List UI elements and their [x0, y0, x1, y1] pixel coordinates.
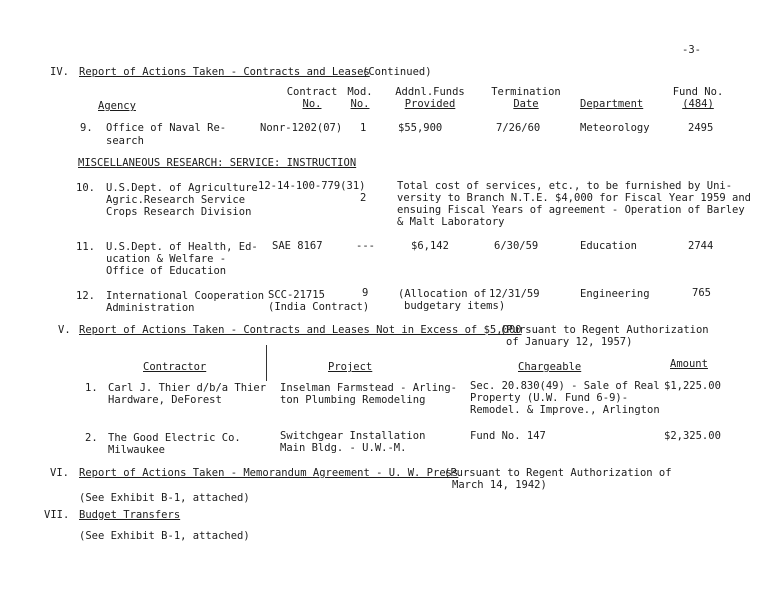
- item10-num: 10.: [76, 182, 95, 194]
- header-funds-l2: Provided: [404, 98, 456, 110]
- v-item1-contractor-l2: Hardware, DeForest: [108, 394, 222, 406]
- page-number: -3-: [682, 44, 701, 56]
- section-vii-numeral: VII.: [44, 509, 70, 521]
- v-item2-project-l2: Main Bldg. - U.W.-M.: [280, 442, 407, 454]
- item11-funds: $6,142: [411, 240, 449, 252]
- v-item2-project-l1: Switchgear Installation: [280, 430, 426, 442]
- item9-fund: 2495: [688, 122, 714, 134]
- item11-term: 6/30/59: [494, 240, 539, 252]
- section-vi-title: Report of Actions Taken - Memorandum Agreement - U. W. Press: [79, 467, 459, 479]
- item10-mod: 2: [360, 192, 367, 204]
- item11-agency-l3: Office of Education: [106, 265, 227, 277]
- v-item1-charge-l3: Remodel. & Improve., Arlington: [470, 404, 660, 416]
- v-item2-num: 2.: [85, 432, 98, 444]
- item12-term: 12/31/59: [489, 288, 540, 300]
- v-item1-num: 1.: [85, 382, 98, 394]
- item9-agency-l1: Office of Naval Re-: [106, 122, 227, 134]
- section-vii-title: Budget Transfers: [79, 509, 181, 521]
- item10-note-l4: & Malt Laboratory: [397, 216, 505, 228]
- item9-mod: 1: [360, 122, 367, 134]
- item11-contract: SAE 8167: [272, 240, 323, 252]
- section-vi-numeral: VI.: [50, 467, 69, 479]
- item12-agency-l1: International Cooperation: [106, 290, 265, 302]
- item12-funds-l2: budgetary items): [404, 300, 506, 312]
- item9-funds: $55,900: [398, 122, 443, 134]
- item12-contract-l1: SCC-21715: [268, 289, 325, 301]
- item9-dept: Meteorology: [580, 122, 650, 134]
- header-contract-l1: Contract: [286, 86, 338, 98]
- item10-agency-l1: U.S.Dept. of Agriculture: [106, 182, 258, 194]
- item12-mod: 9: [362, 287, 369, 299]
- item11-num: 11.: [76, 241, 95, 253]
- header-project: Project: [328, 361, 373, 373]
- v-item2-contractor-l1: The Good Electric Co.: [108, 432, 241, 444]
- v-item2-contractor-l2: Milwaukee: [108, 444, 165, 456]
- v-item1-amount: $1,225.00: [664, 380, 721, 392]
- header-mod-l2: No.: [350, 98, 370, 110]
- item12-contract-l2: (India Contract): [268, 301, 370, 313]
- header-chargeable: Chargeable: [518, 361, 582, 373]
- section-vi-authority-l2: March 14, 1942): [452, 479, 547, 491]
- header-department: Department: [580, 98, 644, 110]
- v-item1-contractor-l1: Carl J. Thier d/b/a Thier: [108, 382, 267, 394]
- v-item1-project-l1: Inselman Farmstead - Arling-: [280, 382, 458, 394]
- v-item1-project-l2: ton Plumbing Remodeling: [280, 394, 426, 406]
- item12-fund: 765: [692, 287, 711, 299]
- section-v-title: Report of Actions Taken - Contracts and Leases Not in Excess of $5,000: [79, 324, 522, 336]
- item11-agency-l2: ucation & Welfare -: [106, 253, 227, 265]
- header-agency: Agency: [98, 100, 136, 112]
- item11-fund: 2744: [688, 240, 714, 252]
- item11-mod: ---: [356, 240, 375, 252]
- section-iv-numeral: IV.: [50, 66, 69, 78]
- item12-num: 12.: [76, 290, 95, 302]
- header-term-l1: Termination: [491, 86, 561, 98]
- item10-note-l1: Total cost of services, etc., to be furnished by Uni-: [397, 180, 733, 192]
- v-item1-charge-l1: Sec. 20.830(49) - Sale of Real: [470, 380, 660, 392]
- item10-note-l2: versity to Branch N.T.E. $4,000 for Fiscal Year 1959 and: [397, 192, 752, 204]
- item9-num: 9.: [80, 122, 93, 134]
- section-iv-suffix: (Continued): [362, 66, 432, 78]
- item10-agency-l3: Crops Research Division: [106, 206, 252, 218]
- column-divider: [266, 345, 267, 381]
- v-item2-charge-l1: Fund No. 147: [470, 430, 546, 442]
- header-term-l2: Date: [513, 98, 539, 110]
- section-vi-exhibit: (See Exhibit B-1, attached): [79, 492, 250, 504]
- item10-note-l3: ensuing Fiscal Years of agreement - Operation of Barley: [397, 204, 745, 216]
- header-contractor: Contractor: [143, 361, 207, 373]
- header-amount: Amount: [670, 358, 708, 370]
- section-iv-title: Report of Actions Taken - Contracts and Leases: [79, 66, 370, 78]
- item10-agency-l2: Agric.Research Service: [106, 194, 246, 206]
- item11-dept: Education: [580, 240, 637, 252]
- item9-contract: Nonr-1202(07): [260, 122, 343, 134]
- section-v-numeral: V.: [58, 324, 71, 336]
- item9-agency-l2: search: [106, 135, 144, 147]
- header-contract-l2: No.: [302, 98, 322, 110]
- header-mod-l1: Mod.: [347, 86, 373, 98]
- item11-agency-l1: U.S.Dept. of Health, Ed-: [106, 241, 258, 253]
- section-vii-exhibit: (See Exhibit B-1, attached): [79, 530, 250, 542]
- misc-heading: MISCELLANEOUS RESEARCH: SERVICE: INSTRUCTION: [78, 157, 357, 169]
- v-item2-amount: $2,325.00: [664, 430, 721, 442]
- header-funds-l1: Addnl.Funds: [395, 86, 465, 98]
- item12-agency-l2: Administration: [106, 302, 195, 314]
- header-fund-l2: (484): [682, 98, 714, 110]
- header-fund-l1: Fund No.: [672, 86, 724, 98]
- item9-term: 7/26/60: [496, 122, 541, 134]
- v-item1-charge-l2: Property (U.W. Fund 6-9)-: [470, 392, 629, 404]
- section-vi-authority-l1: (Pursuant to Regent Authorization of: [444, 467, 672, 479]
- section-v-authority-l2: of January 12, 1957): [506, 336, 633, 348]
- section-v-authority-l1: (Pursuant to Regent Authorization: [500, 324, 709, 336]
- item12-dept: Engineering: [580, 288, 650, 300]
- item12-funds-l1: (Allocation of: [398, 288, 487, 300]
- item10-contract: 12-14-100-779(31): [258, 180, 366, 192]
